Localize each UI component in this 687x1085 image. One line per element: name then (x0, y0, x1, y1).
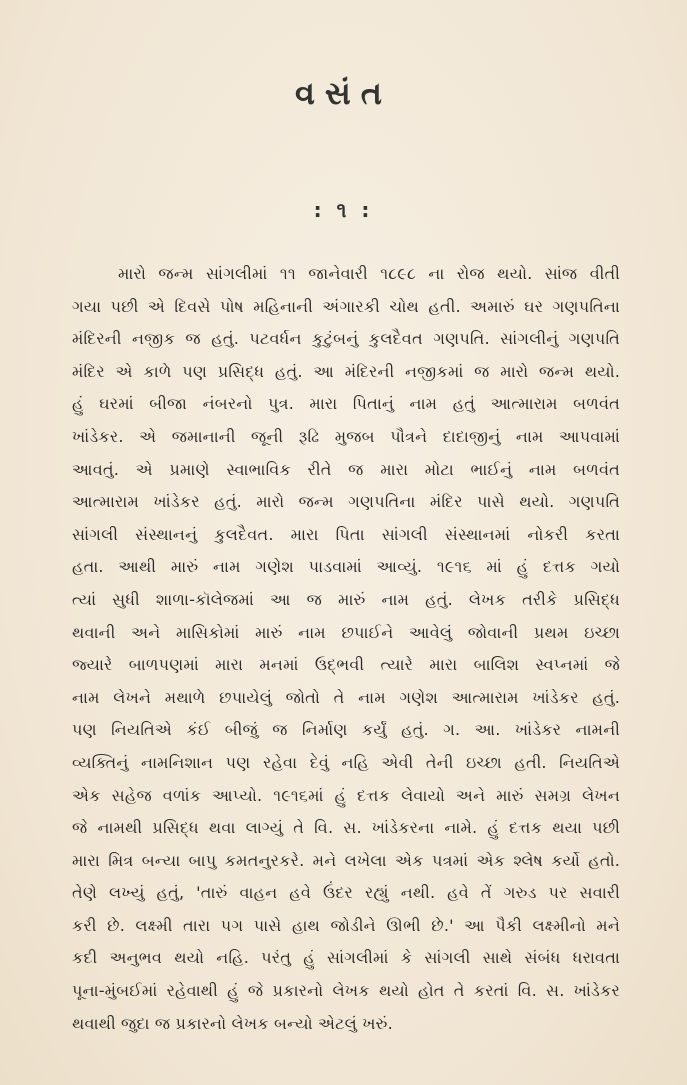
text-line: મારા મિત્ર બન્યા બાપુ કમતનુરકરે. મને લખેલા એક પત્રમાં એક શ્લેષ કર્યો હતો. (72, 850, 620, 870)
text-line: ત્યાં સુધી શાળા-કૉલેજમાં આ જ મારું નામ હતું. લેખક તરીકે પ્રસિદ્ધ (72, 589, 620, 609)
text-line: હું ઘરમાં બીજા નંબરનો પુત્ર. મારા પિતાનું નામ હતું આત્મારામ બળવંત (72, 394, 620, 414)
text-line: ખાંડેકર. એ જમાનાની જૂની રૂઢિ મુજબ પૌત્રને દાદાજીનું નામ આપવામાં (72, 426, 620, 446)
chapter-number: : ૧ : (313, 198, 374, 222)
text-line: થવાથી જુદા જ પ્રકારનો લેખક બન્યો એટલું ખરું. (72, 1013, 393, 1033)
text-line: જે નામથી પ્રસિદ્ધ થવા લાગ્યું તે વિ. સ. ખાંડેકરના નામે. હું દત્તક થયા પછી (72, 818, 620, 838)
text-line: પૂના-મુંબઈમાં રહેવાથી હું જે પ્રકારનો લેખક થયો હોત તે કરતાં વિ. સ. ખાંડેકર (72, 981, 620, 1001)
text-line: સાંગલી સંસ્થાનનું કુલદૈવત. મારા પિતા સાંગલી સંસ્થાનમાં નોકરી કરતા (72, 524, 620, 544)
text-line: ગયા પછી એ દિવસે પોષ મહિનાની અંગારકી ચોથ હતી. અમારું ઘર ગણપતિના (72, 296, 620, 316)
body-paragraph (72, 258, 620, 1040)
text-line: આત્મારામ ખાંડેકર હતું. મારો જન્મ ગણપતિના મંદિર પાસે થયો. ગણપતિ (72, 492, 620, 512)
text-line: એક સહેજ વળાંક આપ્યો. ૧૯૧૬માં હું દત્તક લેવાયો અને મારું સમગ્ર લેખન (72, 785, 620, 805)
text-line: મંદિરની નજીક જ હતું. પટવર્ધન કુટુંબનું કુલદૈવત ગણપતિ. સાંગલીનું ગણપતિ (72, 329, 620, 349)
text-line: જ્યારે બાળપણમાં મારા મનમાં ઉદ્ભવી ત્યારે મારા બાલિશ સ્વપ્નમાં જે (72, 655, 620, 675)
text-line: મંદિર એ કાળે પણ પ્રસિદ્ધ હતું. આ મંદિરની નજીકમાં જ મારો જન્મ થયો. (72, 361, 620, 381)
text-line: હતા. આથી મારું નામ ગણેશ પાડવામાં આવ્યું. ૧૯૧૬ માં હું દત્તક ગયો (72, 557, 620, 577)
text-line: કરી છે. લક્ષ્મી તારા પગ પાસે હાથ જોડીને ઊભી છે.' આ પૈકી લક્ષ્મીનો મને (72, 915, 620, 935)
text-line: નામ લેખને મથાળે છપાયેલું જોતો તે નામ ગણેશ આત્મારામ ખાંડેકર હતું. (72, 687, 620, 707)
text-line: કદી અનુભવ થયો નહિ. પરંતુ હું સાંગલીમાં કે સાંગલી સાથે સંબંધ ધરાવતા (72, 948, 620, 968)
text-line: પણ નિયતિએ કંઈ બીજું જ નિર્માણ કર્યું હતું. ગ. આ. ખાંડેકર નામની (72, 720, 620, 740)
text-line: આવતું. એ પ્રમાણે સ્વાભાવિક રીતે જ મારા મોટા ભાઈનું નામ બળવંત (72, 459, 620, 479)
text-line: તેણે લખ્યું હતું, 'તારું વાહન હવે ઉંદર રહ્યું નથી. હવે તેં ગરુડ પર સવારી (72, 883, 620, 903)
chapter-title: વસંત (294, 74, 393, 112)
text-line: વ્યક્તિનું નામનિશાન પણ રહેવા દેવું નહિ એવી તેની ઇચ્છા હતી. નિયતિએ (72, 752, 620, 772)
text-line: થવાની અને માસિકોમાં મારું નામ છપાઈને આવેલું જોવાની પ્રથમ ઇચ્છા (72, 622, 620, 642)
text-line: મારો જન્મ સાંગલીમાં ૧૧ જાનેવારી ૧૮૯૮ ના રોજ થયો. સાંજ વીતી (118, 264, 620, 283)
